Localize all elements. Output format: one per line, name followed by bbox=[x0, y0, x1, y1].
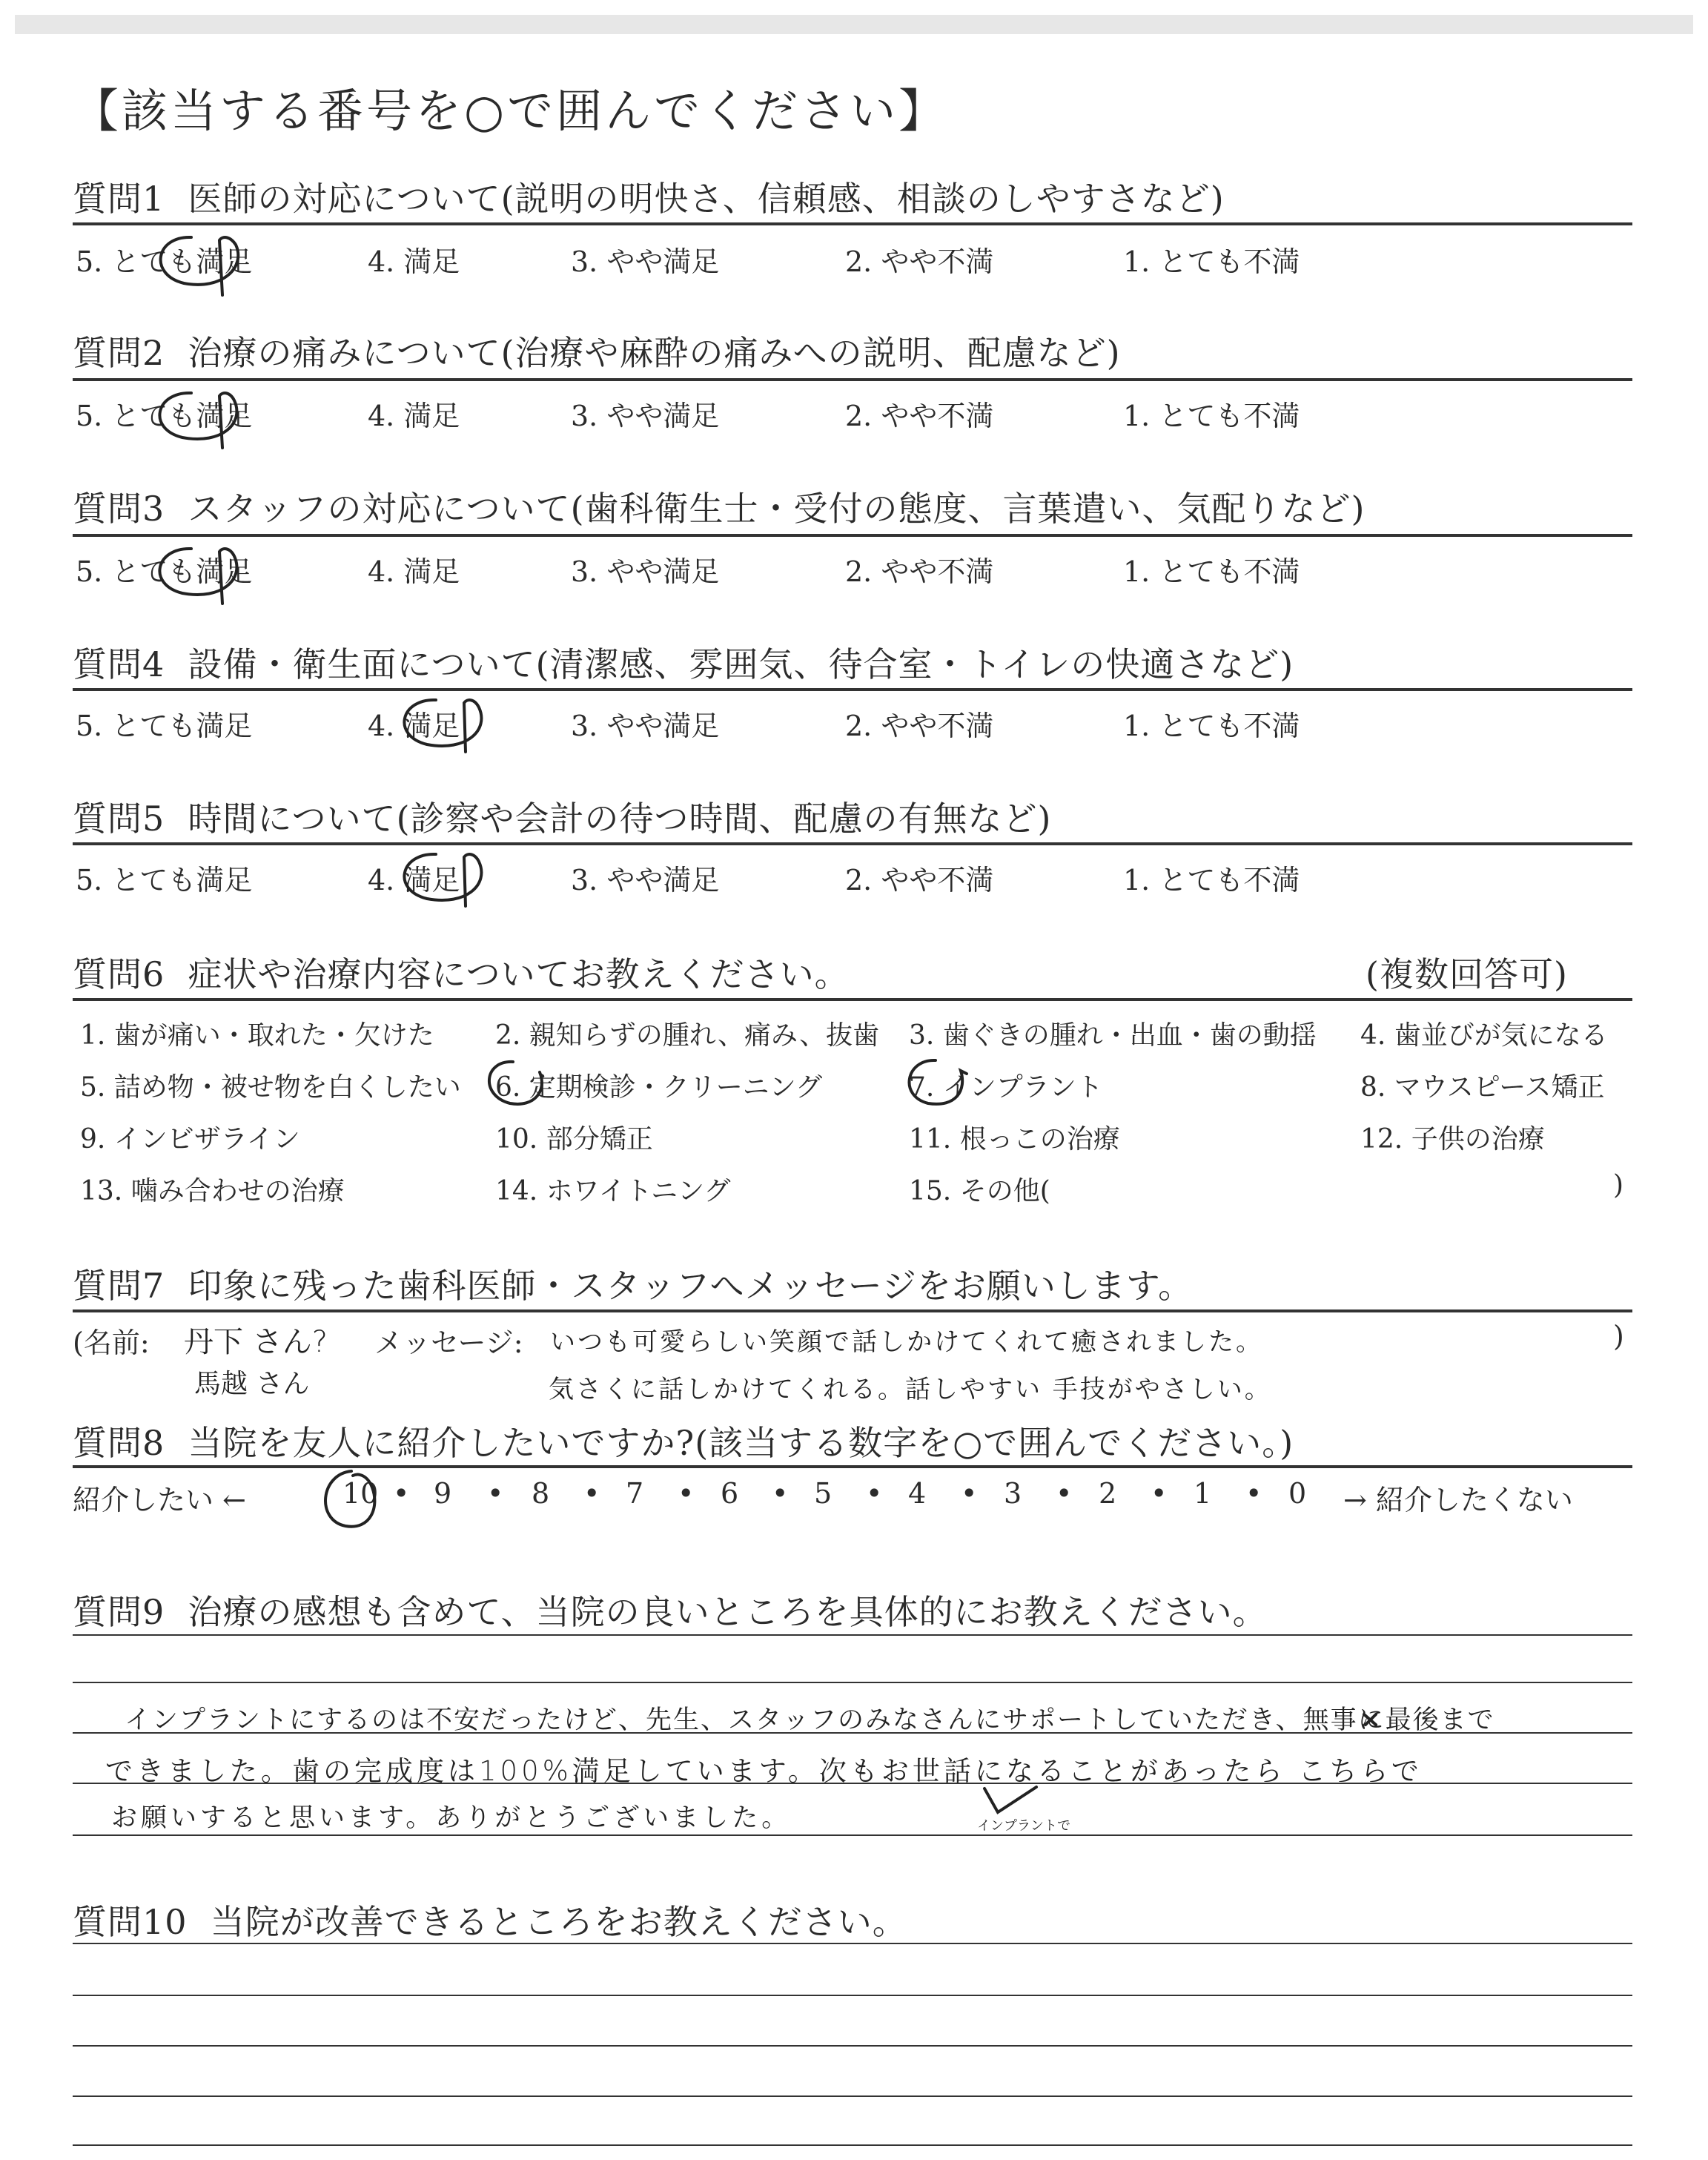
q7-name-2: 馬越 さん bbox=[194, 1369, 310, 1399]
q8-scale-separator: • bbox=[1151, 1477, 1168, 1510]
q1-option-5[interactable]: 5. とても満足 bbox=[76, 245, 253, 278]
q7-name-prefix: (名前: bbox=[73, 1327, 150, 1359]
form-title: 【該当する番号を○で囲んでください】 bbox=[73, 84, 948, 138]
q5-rule bbox=[73, 842, 1632, 845]
q10-label: 質問10 bbox=[73, 1902, 188, 1942]
q6-item-5[interactable]: 5. 詰め物・被せ物を白くしたい bbox=[80, 1072, 461, 1103]
q8-scale-separator: • bbox=[393, 1477, 410, 1510]
q2-option-2[interactable]: 2. やや不満 bbox=[845, 400, 994, 432]
q7-name-1: 丹下 さん? bbox=[184, 1325, 328, 1359]
q8-scale-separator: • bbox=[678, 1477, 695, 1510]
q10-line-0 bbox=[73, 1943, 1632, 1944]
q5-option-5[interactable]: 5. とても満足 bbox=[76, 864, 253, 896]
q2-option-5[interactable]: 5. とても満足 bbox=[76, 400, 253, 432]
q8-scale-separator: • bbox=[1245, 1477, 1262, 1510]
q3-text: スタッフの対応について(歯科衛生士・受付の態度、言葉遣い、気配りなど) bbox=[188, 489, 1366, 529]
q9-text: 治療の感想も含めて、当院の良いところを具体的にお教えください。 bbox=[188, 1592, 1268, 1632]
q9-insertion-note: インプラントで bbox=[977, 1818, 1070, 1834]
q2-option-3[interactable]: 3. やや満足 bbox=[571, 400, 720, 432]
q7-text: 印象に残った歯科医師・スタッフへメッセージをお願いします。 bbox=[188, 1266, 1194, 1306]
q2-label: 質問2 bbox=[73, 333, 165, 373]
q3-rule bbox=[73, 534, 1632, 537]
q6-item-15-close: ) bbox=[1613, 1170, 1624, 1200]
q5-option-3[interactable]: 3. やや満足 bbox=[571, 864, 720, 896]
q8-scale-separator: • bbox=[866, 1477, 883, 1510]
q10-title bbox=[73, 1895, 907, 1944]
q8-title bbox=[73, 1416, 1294, 1465]
q2-option-4[interactable]: 4. 満足 bbox=[368, 400, 460, 432]
q6-item-8[interactable]: 8. マウスピース矯正 bbox=[1360, 1072, 1605, 1103]
q9-answer-line-1[interactable]: インプラントにするのは不安だったけど、先生、スタッフのみなさんにサポートしていただき、無事に最後まで bbox=[125, 1705, 1495, 1735]
q9-insertion-caret bbox=[984, 1787, 1036, 1812]
q10-text: 当院が改善できるところをお教えください。 bbox=[210, 1902, 907, 1942]
q6-item-13[interactable]: 13. 噛み合わせの治療 bbox=[80, 1176, 345, 1206]
q6-item-6[interactable]: 6. 定期検診・クリーニング bbox=[495, 1072, 823, 1103]
q8-scale-value[interactable]: 1 bbox=[1194, 1477, 1212, 1510]
q9-line-1 bbox=[73, 1682, 1632, 1683]
q4-option-1[interactable]: 1. とても不満 bbox=[1123, 710, 1300, 742]
q2-title bbox=[73, 326, 1121, 375]
q3-option-4[interactable]: 4. 満足 bbox=[368, 555, 460, 588]
q5-text: 時間について(診察や会計の待つ時間、配慮の有無など) bbox=[188, 799, 1052, 839]
q8-scale-value[interactable]: 7 bbox=[626, 1477, 644, 1510]
q6-title bbox=[73, 948, 850, 997]
q3-option-3[interactable]: 3. やや満足 bbox=[571, 555, 720, 588]
q4-text: 設備・衛生面について(清潔感、雰囲気、待合室・トイレの快適さなど) bbox=[188, 644, 1294, 684]
q1-option-3[interactable]: 3. やや満足 bbox=[571, 245, 720, 278]
q6-item-7[interactable]: 7. インプラント bbox=[909, 1072, 1103, 1103]
q3-option-5[interactable]: 5. とても満足 bbox=[76, 555, 253, 588]
q6-item-12[interactable]: 12. 子供の治療 bbox=[1360, 1124, 1545, 1155]
scan-top-edge bbox=[15, 15, 1693, 34]
q8-scale-value[interactable]: 5 bbox=[814, 1477, 833, 1510]
q6-item-2[interactable]: 2. 親知らずの腫れ、痛み、抜歯 bbox=[495, 1020, 880, 1051]
q1-label: 質問1 bbox=[73, 179, 165, 219]
q6-label: 質問6 bbox=[73, 954, 165, 994]
q10-line-1 bbox=[73, 1995, 1632, 1996]
q2-text: 治療の痛みについて(治療や麻酔の痛みへの説明、配慮など) bbox=[188, 333, 1121, 373]
q3-label: 質問3 bbox=[73, 489, 165, 529]
q8-scale-value[interactable]: 10 bbox=[342, 1477, 379, 1510]
q8-scale-value[interactable]: 6 bbox=[721, 1477, 739, 1510]
q1-title bbox=[73, 172, 1225, 221]
q9-title bbox=[73, 1585, 1268, 1634]
q6-item-3[interactable]: 3. 歯ぐきの腫れ・出血・歯の動揺 bbox=[909, 1020, 1317, 1051]
q3-option-2[interactable]: 2. やや不満 bbox=[845, 555, 994, 588]
q1-option-2[interactable]: 2. やや不満 bbox=[845, 245, 994, 278]
q4-title bbox=[73, 638, 1294, 687]
q10-line-3 bbox=[73, 2095, 1632, 2097]
q8-label: 質問8 bbox=[73, 1423, 165, 1463]
q8-scale-value[interactable]: 8 bbox=[532, 1477, 550, 1510]
q7-close-paren: ) bbox=[1613, 1320, 1624, 1353]
q2-rule bbox=[73, 378, 1632, 381]
q7-title bbox=[73, 1259, 1193, 1308]
q5-option-1[interactable]: 1. とても不満 bbox=[1123, 864, 1300, 896]
q4-option-5[interactable]: 5. とても満足 bbox=[76, 710, 253, 742]
q8-scale-separator: • bbox=[772, 1477, 789, 1510]
q6-item-15[interactable]: 15. その他( bbox=[909, 1176, 1050, 1206]
q8-scale-value[interactable]: 3 bbox=[1004, 1477, 1022, 1510]
q9-answer-line-2[interactable]: できました。歯の完成度は100%満足しています。次もお世話になることがあったら こちらで bbox=[105, 1755, 1423, 1787]
q3-title bbox=[73, 482, 1366, 531]
q9-label: 質問9 bbox=[73, 1592, 165, 1632]
q8-scale-value[interactable]: 2 bbox=[1099, 1477, 1117, 1510]
q7-rule bbox=[73, 1309, 1632, 1312]
q4-option-2[interactable]: 2. やや不満 bbox=[845, 710, 994, 742]
q5-option-4[interactable]: 4. 満足 bbox=[368, 864, 460, 896]
q8-scale-value[interactable]: 0 bbox=[1288, 1477, 1307, 1510]
q8-scale-value[interactable]: 4 bbox=[908, 1477, 927, 1510]
q8-scale-separator: • bbox=[1056, 1477, 1073, 1510]
q4-label: 質問4 bbox=[73, 644, 165, 684]
q4-rule bbox=[73, 688, 1632, 691]
q7-message-2[interactable]: 気さくに話しかけてくれる。話しやすい 手技がやさしい。 bbox=[549, 1375, 1272, 1404]
q7-message-label: メッセージ: bbox=[374, 1327, 523, 1359]
q1-option-4[interactable]: 4. 満足 bbox=[368, 245, 460, 278]
q10-line-2 bbox=[73, 2045, 1632, 2047]
q1-text: 医師の対応について(説明の明快さ、信頼感、相談のしやすさなど) bbox=[188, 179, 1225, 219]
q4-option-4[interactable]: 4. 満足 bbox=[368, 710, 460, 742]
q7-label: 質問7 bbox=[73, 1266, 165, 1306]
q8-right-label: → 紹介したくない bbox=[1343, 1484, 1573, 1516]
q8-rule bbox=[73, 1465, 1632, 1468]
q2-option-1[interactable]: 1. とても不満 bbox=[1123, 400, 1300, 432]
q6-item-1[interactable]: 1. 歯が痛い・取れた・欠けた bbox=[80, 1020, 434, 1051]
q5-title bbox=[73, 792, 1052, 841]
q9-answer-line-3[interactable]: お願いすると思います。ありがとうございました。 bbox=[111, 1803, 792, 1833]
q1-rule bbox=[73, 222, 1632, 225]
q9-line-0 bbox=[73, 1634, 1632, 1636]
q7-message-1[interactable]: いつも可愛らしい笑顔で話しかけてくれて癒されました。 bbox=[550, 1327, 1263, 1357]
q6-item-9[interactable]: 9. インビザライン bbox=[80, 1124, 300, 1155]
q4-option-3[interactable]: 3. やや満足 bbox=[571, 710, 720, 742]
q6-item-10[interactable]: 10. 部分矯正 bbox=[495, 1124, 653, 1155]
q8-scale-separator: • bbox=[583, 1477, 600, 1510]
q6-item-4[interactable]: 4. 歯並びが気になる bbox=[1360, 1020, 1608, 1051]
q8-text: 当院を友人に紹介したいですか?(該当する数字を○で囲んでください。) bbox=[188, 1423, 1294, 1463]
q6-note: (複数回答可) bbox=[1366, 954, 1568, 994]
q6-item-11[interactable]: 11. 根っこの治療 bbox=[909, 1124, 1120, 1155]
q8-scale-separator: • bbox=[961, 1477, 978, 1510]
q8-scale-separator: • bbox=[487, 1477, 504, 1510]
q5-label: 質問5 bbox=[73, 799, 165, 839]
q6-text: 症状や治療内容についてお教えください。 bbox=[188, 954, 850, 994]
q10-line-4 bbox=[73, 2144, 1632, 2146]
q6-item-14[interactable]: 14. ホワイトニング bbox=[495, 1176, 731, 1206]
q3-option-1[interactable]: 1. とても不満 bbox=[1123, 555, 1300, 588]
q8-left-label: 紹介したい ← bbox=[73, 1484, 246, 1516]
q9-line-4 bbox=[73, 1834, 1632, 1836]
q1-option-1[interactable]: 1. とても不満 bbox=[1123, 245, 1300, 278]
q8-scale-value[interactable]: 9 bbox=[434, 1477, 452, 1510]
q6-rule bbox=[73, 998, 1632, 1001]
q5-option-2[interactable]: 2. やや不満 bbox=[845, 864, 994, 896]
